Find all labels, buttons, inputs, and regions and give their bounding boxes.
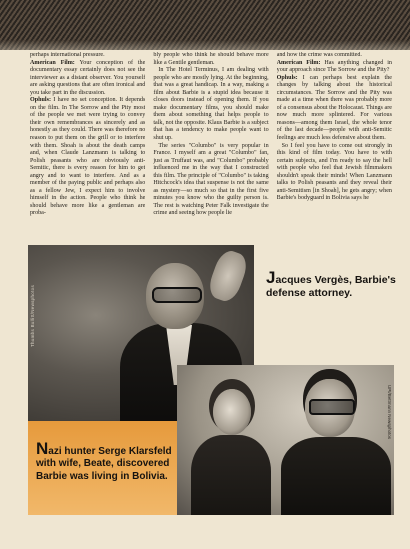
paragraph-text: Has anything changed in your approach since The Sorrow and the Pity? [276, 59, 392, 74]
caption-initial: N [36, 439, 49, 458]
paragraph [277, 60, 392, 75]
caption-text: acques Vergès, Barbie's defense attorney. [266, 274, 396, 299]
paragraph-text: Your conception of the documentary essay certainly does not see the interviewer as a distant observer. You yourself are asking questions that are often ironical and you take part in the discussion. [30, 59, 146, 96]
paragraph [30, 60, 145, 98]
caption-text: azi hunter Serge Klarsfeld with wife, Beate, discovered Barbie was living in Bolivia. [36, 446, 172, 482]
speaker-label: American Film: [30, 59, 75, 66]
article-columns [30, 52, 392, 242]
paragraph: So I feel you have to come out strongly in this kind of film today. You have to with certain subjects, and I'm ready to say the hell with people who feel that Jewish filmmakers shouldn't speak their minds! When Lanzmann talks to Polish peasants and they reveal their anti-Semitism [in Shoah], he gets angry; when Barbie's bodyguard in Bolivia says he [276, 142, 392, 202]
paragraph: The series "Columbo" is very popular in France. I myself am a great "Columbo" fan, just as Truffaut was, and "Columbo" probably influenced me in the way that I constructed this film. The principle of "Columbo" is taking Hitchcock's idea that suspense is not the same as mystery—so much so that in the first five minutes you know who the guilty person is. The rest is watching Peter Falk investigate the crime and seeing how people lie [153, 142, 269, 217]
paragraph [30, 97, 145, 218]
paragraph: bly people who think he should behave more like a Gentile gentleman. [153, 52, 269, 66]
photo-credit: Thumbs Bullitt/Newsphotos [30, 285, 35, 348]
paragraph: In The Hotel Terminus, I am dealing with people who are mostly lying. At the beginning, that was a great handicap. In a way, making a film about Barbie is a stupid idea because it closes doors instead of opening them. If you make documentary films, you should make them about something that helps people to talk, not the opposite. Klaus Barbie is a subject that has a tendency to make people want to shut up. [153, 67, 269, 142]
top-texture-band [0, 0, 410, 50]
article-column-3 [277, 52, 392, 242]
speaker-label: American Film: [276, 59, 321, 66]
speaker-label: Ophuls: [30, 97, 52, 104]
woman-body [191, 435, 271, 515]
article-column-1 [30, 52, 145, 242]
caption-initial: J [266, 268, 276, 287]
paragraph [277, 75, 392, 143]
paragraph: perhaps international pressure. [30, 52, 105, 58]
paragraph: and how the crime was committed. [276, 52, 362, 58]
klarsfeld-caption [36, 439, 176, 483]
figure-glasses [152, 287, 202, 303]
paragraph-text: I have no set conception. It depends on the film. In The Sorrow and the Pity most of the people we met were trying to convey their own remembrances as sincerely and as honestly as they could. There was therefore no reason to put them on the grill or to interfere with them. Shoah is about the death camps and, when Claude Lanzmann is talking to Polish peasants who are obviously anti-Semitic, there is every reason for him to get angry and to want to interfere. And as a member of the paying public and perhaps also as a fellow Jew, I expect him to involve himself in the action. People who think he should behave more like a gentleman are proba- [30, 97, 146, 217]
bottom-margin [0, 523, 410, 549]
verges-caption [266, 268, 396, 299]
photo-credit: UPI/Bettmann Newsphotos [387, 385, 392, 440]
paragraph-text: I can perhaps best explain the changes by talking about the historical circumstances. The Sorrow and the Pity was made at a time when there was probably more of a consensus about the Holocaust. Things are now much more splintered. For various reasons—among them Israel, the whole tenor of the last decade—people with anti-Semitic feelings are much less defensive about them. [276, 74, 392, 142]
woman-head [213, 389, 251, 435]
man-glasses [309, 399, 355, 415]
man-body [281, 437, 391, 515]
klarsfeld-photo [177, 365, 394, 515]
speaker-label: Ophuls: [276, 74, 298, 81]
article-column-2 [153, 52, 268, 242]
